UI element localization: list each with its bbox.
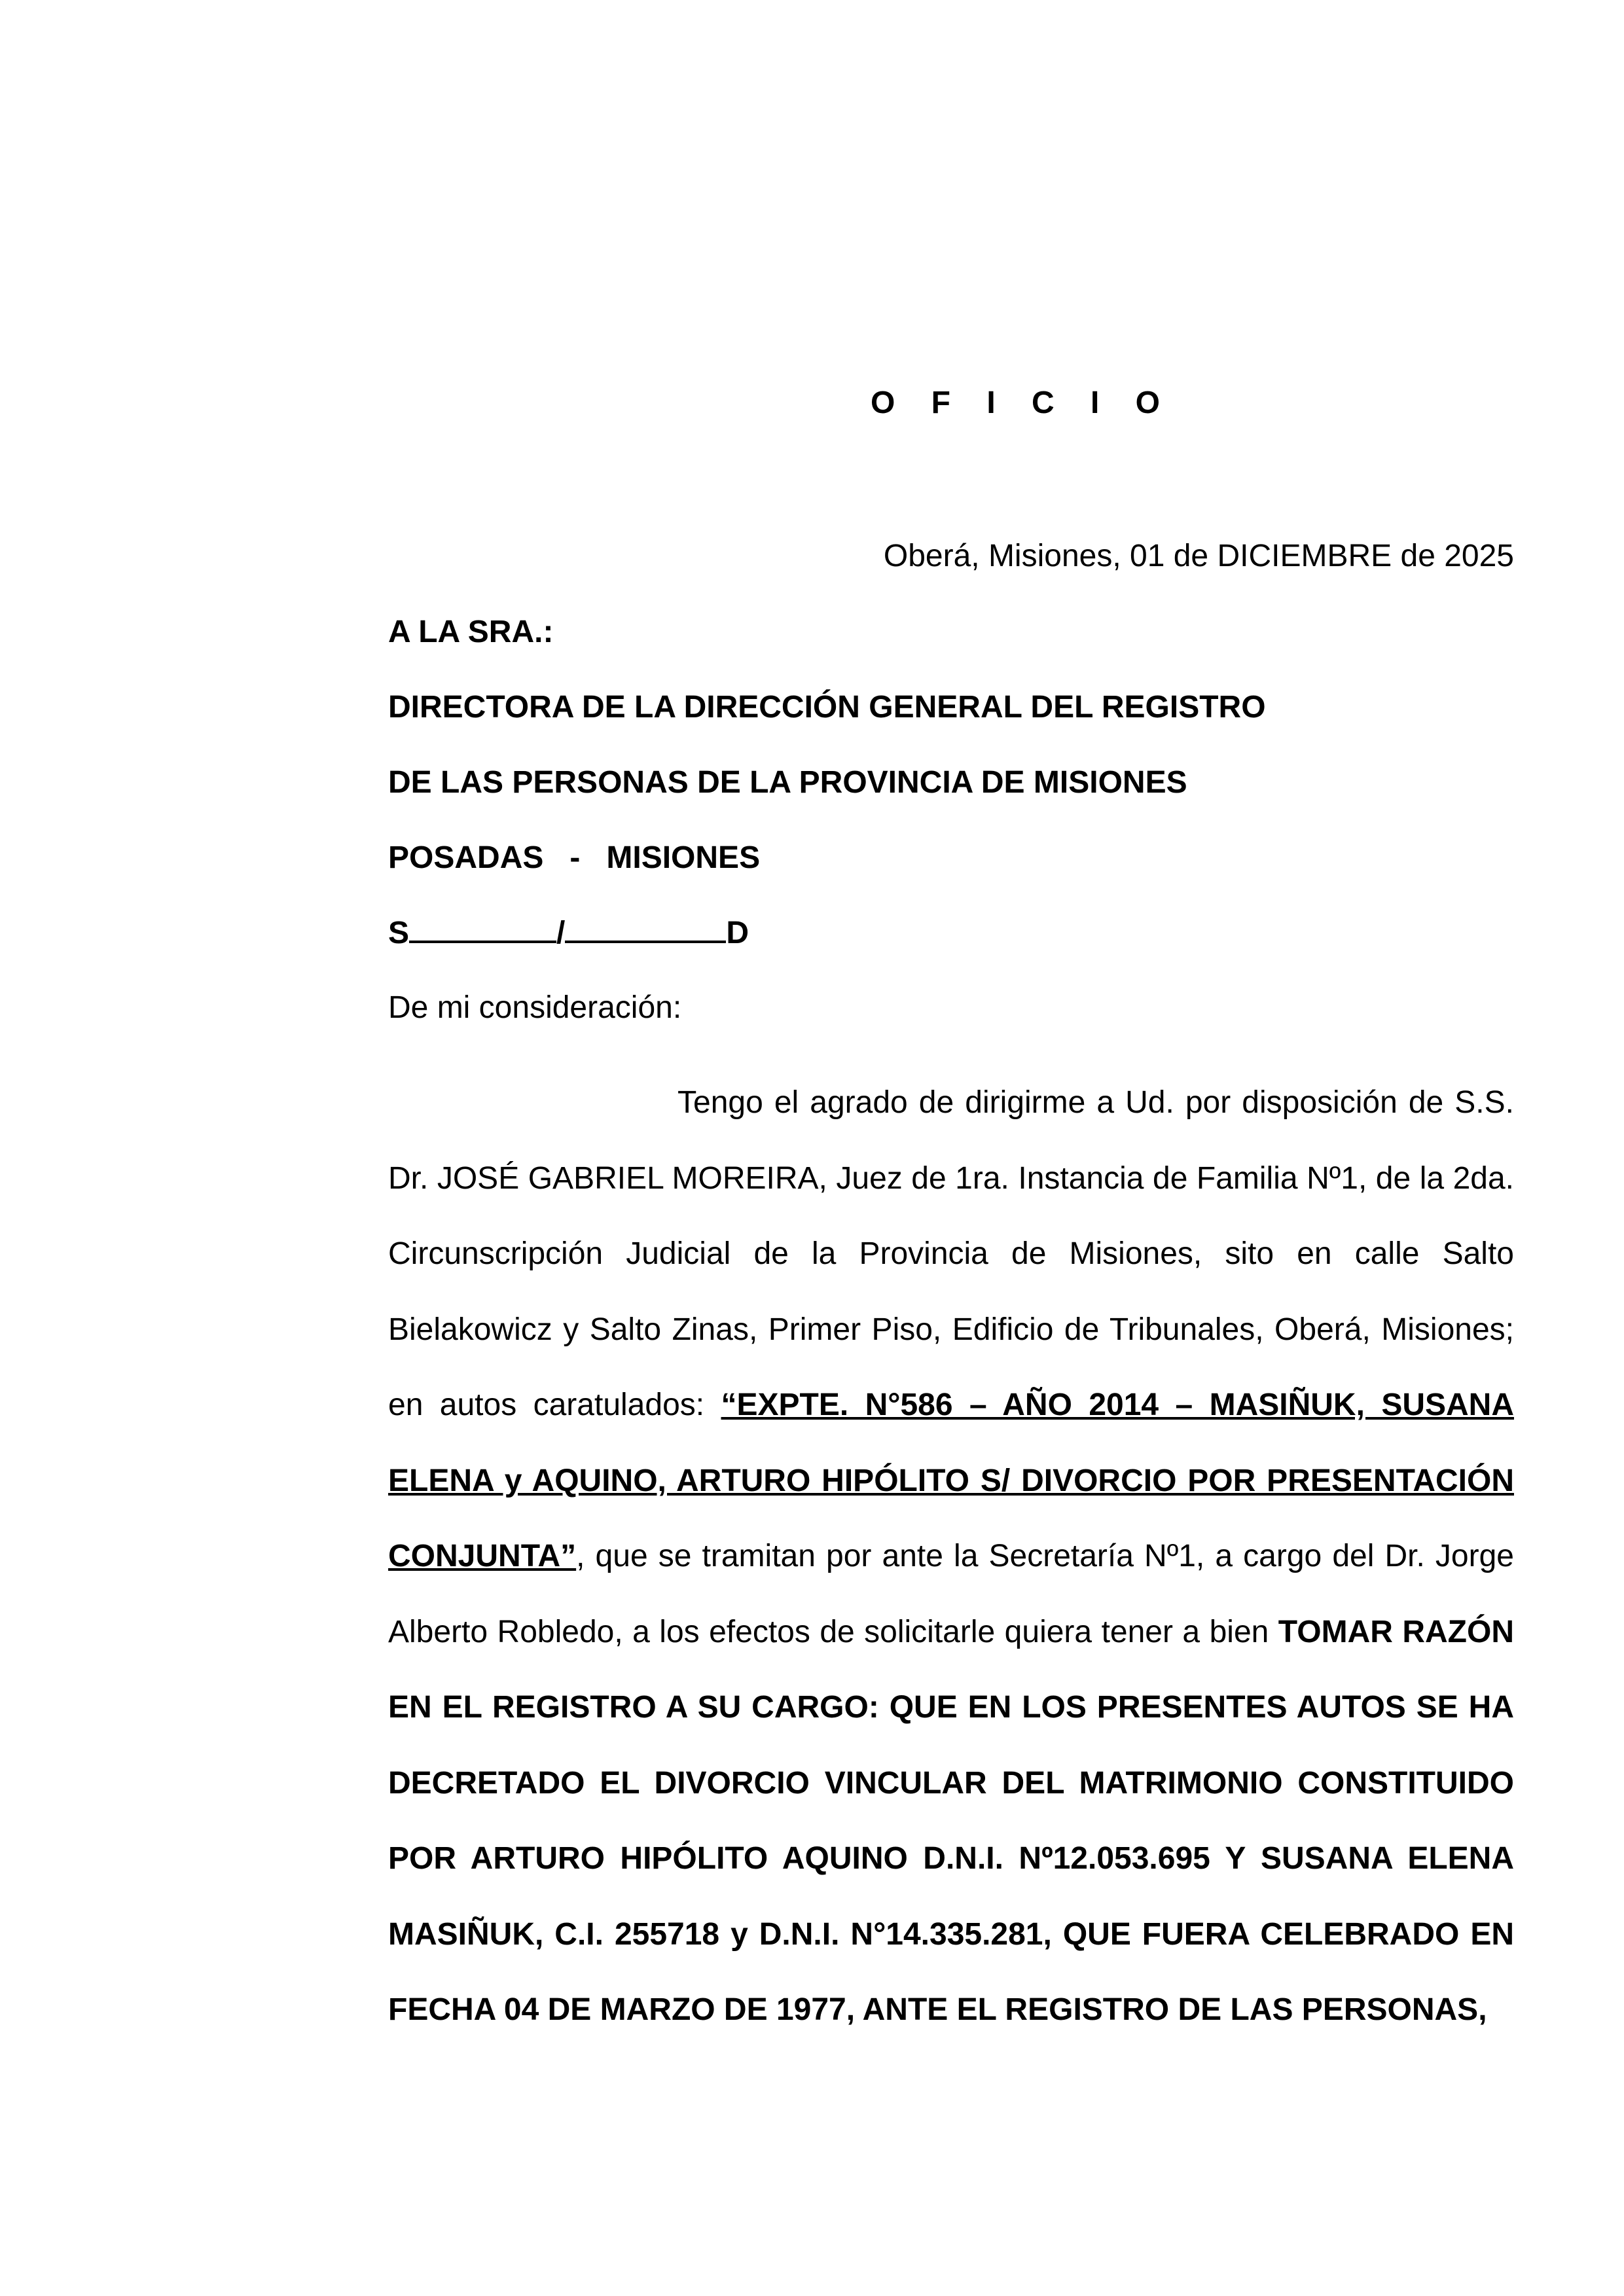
recipient-line-2: DE LAS PERSONAS DE LA PROVINCIA DE MISIONES (388, 765, 1187, 800)
recipient-line-3: POSADAS - MISIONES (388, 840, 761, 875)
request-text: TOMAR RAZÓN EN EL REGISTRO A SU CARGO: QUE EN LOS PRESENTES AUTOS SE HA DECRETADO EL DIVORCIO VINCULAR DEL MATRIMONIO CONSTITUIDO POR ARTURO HIPÓLITO AQUINO D.N.I. Nº12.053.695 Y SUSANA ELENA MASIÑUK, C.I. 255718 y D.N.I. N°14.335.281, QUE FUERA CELEBRADO EN FECHA 04 DE MARZO DE 1977, ANTE EL REGISTRO DE LAS PERSONAS, (388, 1614, 1515, 2027)
body-paragraph (388, 1065, 1514, 2048)
recipient-line-1: DIRECTORA DE LA DIRECCIÓN GENERAL DEL REGISTRO (388, 690, 1266, 725)
place-date: Oberá, Misiones, 01 de DICIEMBRE de 2025 (883, 539, 1514, 573)
case-title: “EXPTE. N°586 – AÑO 2014 – MASIÑUK, SUSANA ELENA y AQUINO, ARTURO HIPÓLITO S/ DIVORCIO POR PRESENTACIÓN CONJUNTA” (388, 1388, 1515, 1573)
sd-line (388, 914, 749, 951)
sd-blank-right (565, 914, 726, 943)
greeting: De mi consideración: (388, 990, 682, 1025)
sd-s: S (388, 916, 410, 950)
body-text-1: Tengo el agrado de dirigirme a Ud. por disposición de S.S. Dr. JOSÉ GABRIEL MOREIRA, Juez de 1ra. Instancia de Familia Nº1, de la 2da. Circunscripción Judicial de la Provincia de Misiones, sito en calle Salto Bielakowicz y Salto Zinas, Primer Piso, Edificio de Tribunales, Oberá, Misiones; en autos caratulados: (388, 1085, 1514, 1422)
sd-d: D (726, 916, 749, 950)
recipient-salutation: A LA SRA.: (388, 615, 554, 649)
sd-slash: / (556, 916, 566, 950)
sd-blank-left (409, 914, 556, 943)
body-text-2: , que se tramitan por ante la Secretaría Nº1, a cargo del Dr. Jorge Alberto Robledo, a los efectos de solicitarle quiera tener a bien (388, 1539, 1514, 1649)
document-title: O F I C I O (871, 386, 1174, 420)
